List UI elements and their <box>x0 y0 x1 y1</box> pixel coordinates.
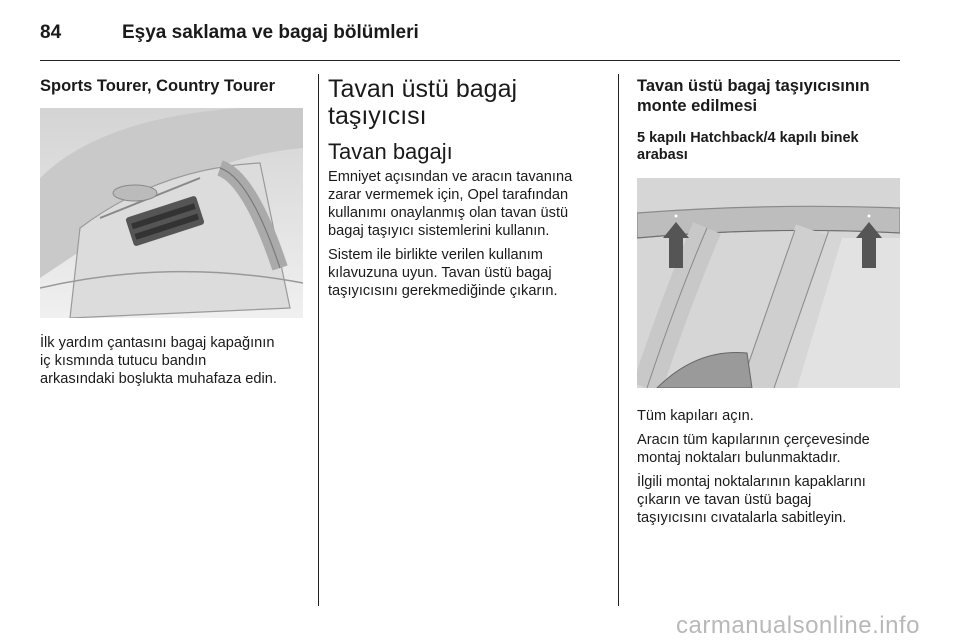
mounting-paragraph-1: Tüm kapıları açın. <box>637 408 754 424</box>
roof-rack-paragraph-1: Emniyet açısından ve aracın tavanına zarar vermemek için, Opel tarafından kullanımı onaylanmış olan tavan üstü bagaj taşıyıcı sistemlerini kullanın. <box>328 169 573 239</box>
left-column <box>40 76 303 388</box>
mounting-paragraph-3: İlgili montaj noktalarının kapaklarını çıkarın ve tavan üstü bagaj taşıyıcısını cıvatalarla sabitleyin. <box>637 474 866 526</box>
right-column <box>637 76 901 527</box>
middle-column <box>328 76 606 300</box>
header-rule <box>40 60 900 61</box>
door-frame-illustration <box>637 178 900 388</box>
chapter-title: Eşya saklama ve bagaj bölümleri <box>122 22 419 43</box>
page-header <box>40 18 900 58</box>
page-number: 84 <box>40 22 62 43</box>
mounting-paragraph-2: Aracın tüm kapılarının çerçevesinde montaj noktaları bulunmaktadır. <box>637 432 870 466</box>
subheading-hatchback: 5 kapılı Hatchback/4 kapılı binek arabası <box>637 130 859 163</box>
subtitle-roof-rack: Tavan bagajı <box>328 139 453 164</box>
column-divider-2 <box>618 74 619 606</box>
trunk-lid-illustration <box>40 108 303 318</box>
column-divider-1 <box>318 74 319 606</box>
section-title-roof-rack: Tavan üstü bagaj taşıyıcısı <box>328 75 518 130</box>
roof-rack-paragraph-2: Sistem ile birlikte verilen kullanım kılavuzuna uyun. Tavan üstü bagaj taşıyıcısını gerekmediğinde çıkarın. <box>328 247 558 299</box>
section-heading-mounting: Tavan üstü bagaj taşıyıcısının monte edilmesi <box>637 77 870 115</box>
first-aid-caption: İlk yardım çantasını bagaj kapağının iç kısmında tutucu bandın arkasındaki boşlukta muhafaza edin. <box>40 335 277 387</box>
section-heading-sports-tourer: Sports Tourer, Country Tourer <box>40 77 275 95</box>
watermark-text: carmanualsonline.info <box>676 612 920 639</box>
